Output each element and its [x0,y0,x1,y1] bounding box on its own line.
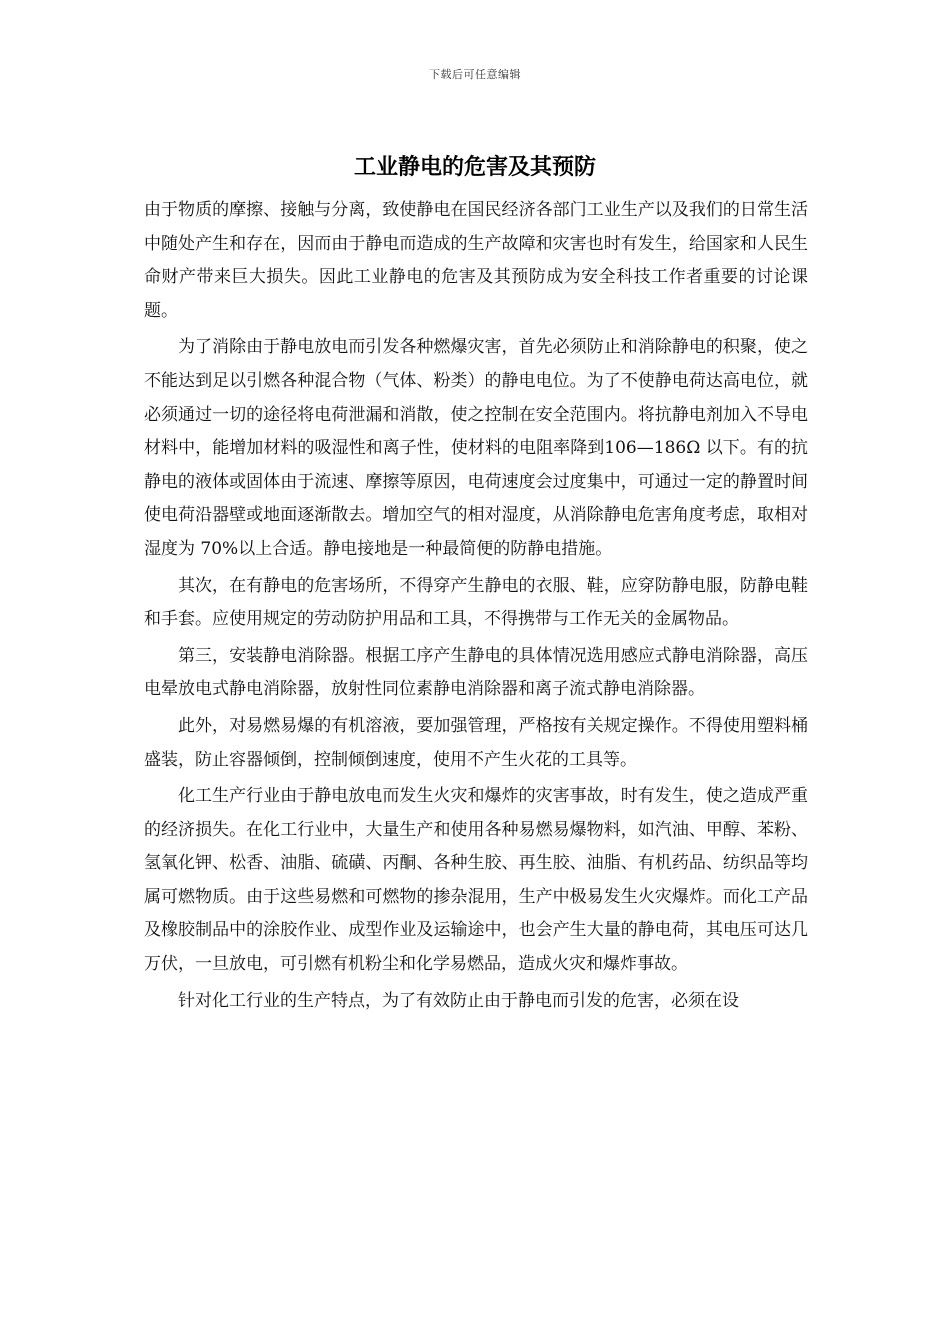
document-body [144,194,808,1021]
paragraph-1: 由于物质的摩擦、接触与分离，致使静电在国民经济各部门工业生产以及我们的日常生活中随处产生和存在，因而由于静电而造成的生产故障和灾害也时有发生，给国家和人民生命财产带来巨大损失。因此工业静电的危害及其预防成为安全科技工作者重要的讨论课题。 [144,200,808,321]
paragraph-6: 化工生产行业由于静电放电而发生火灾和爆炸的灾害事故，时有发生，使之造成严重的经济损失。在化工行业中，大量生产和使用各种易燃易爆物料，如汽油、甲醇、苯粉、氢氧化钾、松香、油脂、硫磺、丙酮、各种生胶、再生胶、油脂、有机药品、纺织品等均属可燃物质。由于这些易燃和可燃物的掺杂混用，生产中极易发生火灾爆炸。而化工产品及橡胶制品中的涂胶作业、成型作业及运输途中，也会产生大量的静电荷，其电压可达几万伏，一旦放电，可引燃有机粉尘和化学易燃品，造成火灾和爆炸事故。 [144,786,808,975]
paragraph-2: 为了消除由于静电放电而引发各种燃爆灾害，首先必须防止和消除静电的积聚，使之不能达到足以引燃各种混合物（气体、粉类）的静电电位。为了不使静电荷达高电位，就必须通过一切的途径将电荷泄漏和消散，使之控制在安全范围内。将抗静电剂加入不导电材料中，能增加材料的吸湿性和离子性，使材料的电阻率降到106—186Ω 以下。有的抗静电的液体或固体由于流速、摩擦等原因，电荷速度会过度集中，可通过一定的静置时间使电荷沿器壁或地面逐渐散去。增加空气的相对湿度，从消除静电危害角度考虑，取相对湿度为 70%以上合适。静电接地是一种最简便的防静电措施。 [144,337,808,559]
document-title: 工业静电的危害及其预防 [353,155,596,180]
page-header-note: 下载后可任意编辑 [429,68,521,81]
paragraph-4: 第三，安装静电消除器。根据工序产生静电的具体情况选用感应式静电消除器，高压电晕放电式静电消除器，放射性同位素静电消除器和离子流式静电消除器。 [144,645,808,700]
paragraph-7: 针对化工行业的生产特点，为了有效防止由于静电而引发的危害，必须在设 [178,990,739,1011]
paragraph-3: 其次，在有静电的危害场所，不得穿产生静电的衣服、鞋，应穿防静电服，防静电鞋和手套。应使用规定的劳动防护用品和工具，不得携带与工作无关的金属物品。 [144,575,808,630]
paragraph-5: 此外，对易燃易爆的有机溶液，要加强管理，严格按有关规定操作。不得使用塑料桶盛装，防止容器倾倒，控制倾倒速度，使用不产生火花的工具等。 [144,715,808,770]
